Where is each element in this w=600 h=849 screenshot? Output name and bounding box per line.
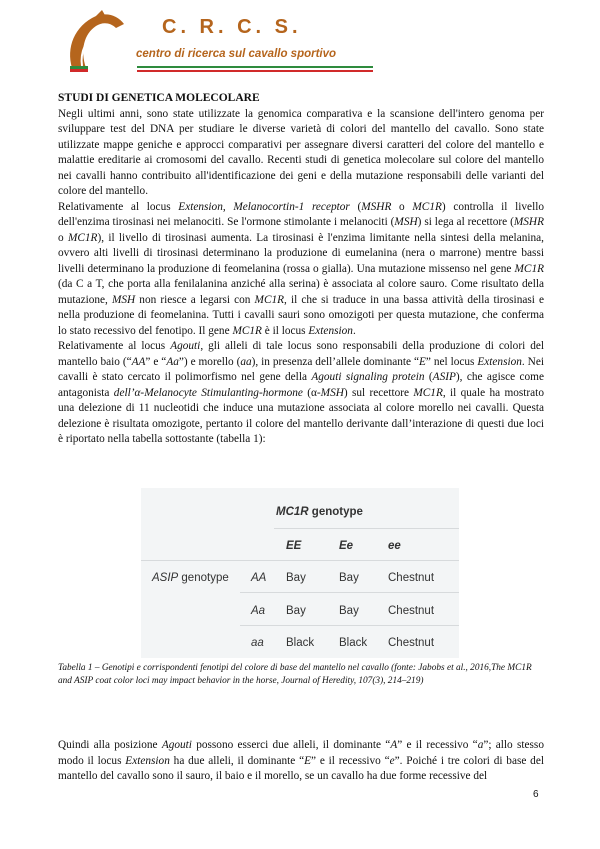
text-run: ( xyxy=(424,371,433,383)
italic-run: MC1R xyxy=(413,386,443,399)
divider xyxy=(240,625,459,626)
italic-run: AA xyxy=(131,355,146,368)
italic-run: MC1R xyxy=(232,324,262,337)
text-run: ” nel locus xyxy=(425,355,478,368)
table-cell: Bay xyxy=(286,572,306,584)
table-cell: Bay xyxy=(339,572,359,584)
genotype-label: genotype xyxy=(308,506,363,518)
text-run: . xyxy=(352,324,356,337)
text-run: o xyxy=(58,231,68,244)
text-run: (da C a T, che porta alla fenilalanina anziché alla serina) è associata al colore sauro. Come risultato della mutazione, xyxy=(58,278,544,306)
text-run: ”. Poiché i tre colori di base del mantello del cavallo sono il sauro, il baio e il morello, se un cavallo ha due forme recessive del xyxy=(58,754,544,782)
asip-label: ASIP xyxy=(152,572,179,584)
table-main-header xyxy=(276,506,363,518)
divider xyxy=(274,528,459,529)
italic-run: MSH xyxy=(394,216,418,228)
text-run: ), in presenza dell’allele dominante “ xyxy=(251,355,420,368)
text-run: ) controlla il livello dell'enzima tirosinasi nei melanociti. Se l'ormone stimolante i melanociti ( xyxy=(58,200,544,228)
text-run: (α- xyxy=(302,386,321,399)
italic-run: ASIP xyxy=(432,371,456,383)
divider xyxy=(240,592,459,593)
col-header-ee-hetero: Ee xyxy=(339,540,354,552)
text-run: ), che agisce come antagonista xyxy=(58,371,544,399)
text-run: ha due alleli, il dominante “ xyxy=(169,754,305,767)
italic-run: MC1R xyxy=(412,200,442,213)
table-cell: Chestnut xyxy=(388,572,435,584)
italic-run: MSHR xyxy=(513,216,544,228)
flag-red-stripe xyxy=(137,70,373,72)
italic-run: Agouti signaling protein xyxy=(311,371,425,383)
italic-run: MSHR xyxy=(361,200,392,213)
logo-subtitle: centro di ricerca sul cavallo sportivo xyxy=(136,48,337,60)
text-run: ” e il recessivo “ xyxy=(397,739,478,751)
paragraph-alleles xyxy=(58,738,544,785)
italic-run: E xyxy=(304,754,312,767)
italic-run: dell’α-Melanocyte Stimulanting-hormone xyxy=(113,386,303,399)
col-header-ee-recessive: ee xyxy=(388,540,401,552)
text-run: Quindi alla posizione xyxy=(58,739,162,751)
table-cell: Bay xyxy=(339,605,359,617)
italic-run: Extension xyxy=(308,324,353,337)
text-run: ) si lega al recettore ( xyxy=(417,216,514,228)
table-cell: Black xyxy=(339,637,368,649)
text-run: . Nei cavalli è stato cercato il polimorfismo nel gene della xyxy=(58,355,544,383)
italic-run: Agouti xyxy=(161,739,192,751)
text-run: non riesce a legarsi con xyxy=(135,293,255,306)
text-run: , il che si traduce in una bassa attività della tirosinasi e nella produzione di feomelanina. Tutti i cavalli sauri sono omozigoti per questa mutazione, che conferma lo stato recessivo del fenotipo. Il gene xyxy=(58,293,545,337)
italic-run: MC1R xyxy=(67,231,98,244)
text-run: possono esserci due alleli, il dominante “ xyxy=(191,739,391,751)
italic-run: A xyxy=(390,739,398,751)
text-run: ” e il recessivo “ xyxy=(311,754,390,767)
main-text xyxy=(58,91,544,448)
mc1r-label: MC1R xyxy=(276,506,309,518)
text-run: ”; allo stesso modo il locus xyxy=(58,739,544,767)
table-cell: Chestnut xyxy=(388,605,435,617)
italic-run: Extension xyxy=(125,754,170,767)
horse-logo-icon xyxy=(52,8,138,78)
row-genotype-aa-hetero: Aa xyxy=(251,605,266,617)
row-genotype-aa-dominant: AA xyxy=(251,572,267,584)
page-number: 6 xyxy=(533,789,539,800)
text-run: è il locus xyxy=(261,324,309,337)
italic-run: a xyxy=(477,739,484,751)
tricolor-stripe xyxy=(137,66,373,74)
text-run: ( xyxy=(349,200,362,213)
paragraph-extension-locus xyxy=(58,200,544,340)
italic-run: MC1R xyxy=(254,293,285,306)
logo-name: C. R. C. S. xyxy=(162,16,302,38)
page-header xyxy=(52,8,352,80)
italic-run: E xyxy=(419,355,426,368)
section-heading: STUDI DI GENETICA MOLECOLARE xyxy=(58,92,260,104)
text-run: ) sul recettore xyxy=(343,386,414,399)
text-run: , gli alleli di tale locus sono responsabili della produzione di colori del mantello baio (“ xyxy=(58,340,544,368)
table-caption: Tabella 1 – Genotipi e corrispondenti fenotipi del colore di base del mantello nel cavallo (fonte: Jabobs et al., 2016,The MC1R and ASIP coat color loci may impact behavior in the horse, Journal of Heredity, 107(3), 214–219) xyxy=(58,663,532,686)
italic-run: MSH xyxy=(111,293,136,306)
genotype-label: genotype xyxy=(178,572,229,584)
row-label-asip xyxy=(152,572,229,584)
text-run: ”) e morello ( xyxy=(178,355,241,368)
paragraph-genomics: Negli ultimi anni, sono state utilizzate la genomica comparativa e la scansione dell'intero genoma per sviluppare test del DNA per studiare le diverse varietà di colori del mantello del cavallo. Sono state utilizzate mappe geniche e approcci comparativi per assegnare diversi caratteri del colore del mantello e malattie ereditarie ai cromosomi del cavallo. Recenti studi di genetica molecolare sul colore del mantello nei cavalli hanno contribuito all'identificazione dei geni e della mutazione responsabili delle varianti del colore del mantello. xyxy=(58,107,544,197)
italic-run: Extension, Melanocortin-1 receptor xyxy=(178,200,350,213)
table-cell: Chestnut xyxy=(388,637,435,649)
paragraph-agouti-locus xyxy=(58,339,544,448)
text-run: ” e “ xyxy=(145,355,167,368)
italic-run: Aa xyxy=(166,355,179,368)
text-run: Relativamente al locus xyxy=(58,340,171,352)
row-genotype-aa-recessive: aa xyxy=(251,637,264,649)
text-run: Relativamente al locus xyxy=(58,200,179,213)
col-header-ee-dominant: EE xyxy=(286,540,302,552)
italic-run: MSH xyxy=(320,386,344,399)
divider xyxy=(141,560,459,561)
italic-run: e xyxy=(389,754,395,767)
text-run: ), il livello di tirosinasi aumenta. La tirosinasi è l'enzima limitante nella sintesi della melanina, ovvero alti livelli di tirosinasi determinano la produzione di eumelanina (nera o marrone) mentre bassi livelli determinano la produzione di feomelanina (rossa o gialla). Una mutazione missenso nel gene xyxy=(58,231,544,275)
italic-run: Extension xyxy=(477,355,522,368)
italic-run: Agouti xyxy=(170,340,201,352)
italic-run: MC1R xyxy=(514,262,544,275)
text-run: o xyxy=(391,200,413,213)
text-run: , il quale ha mostrato una delezione di 11 nucleotidi che induce una mutazione associata al colore morello nei cavalli. Questa delezione è risultata omozigote, pertanto il colore del mantello derivante dall’interazione di questi due loci è riportato nella tabella sottostante (tabella 1): xyxy=(58,386,544,445)
genotype-table xyxy=(141,488,459,658)
table-cell: Bay xyxy=(286,605,306,617)
table-cell: Black xyxy=(286,637,315,649)
italic-run: aa xyxy=(240,355,252,368)
